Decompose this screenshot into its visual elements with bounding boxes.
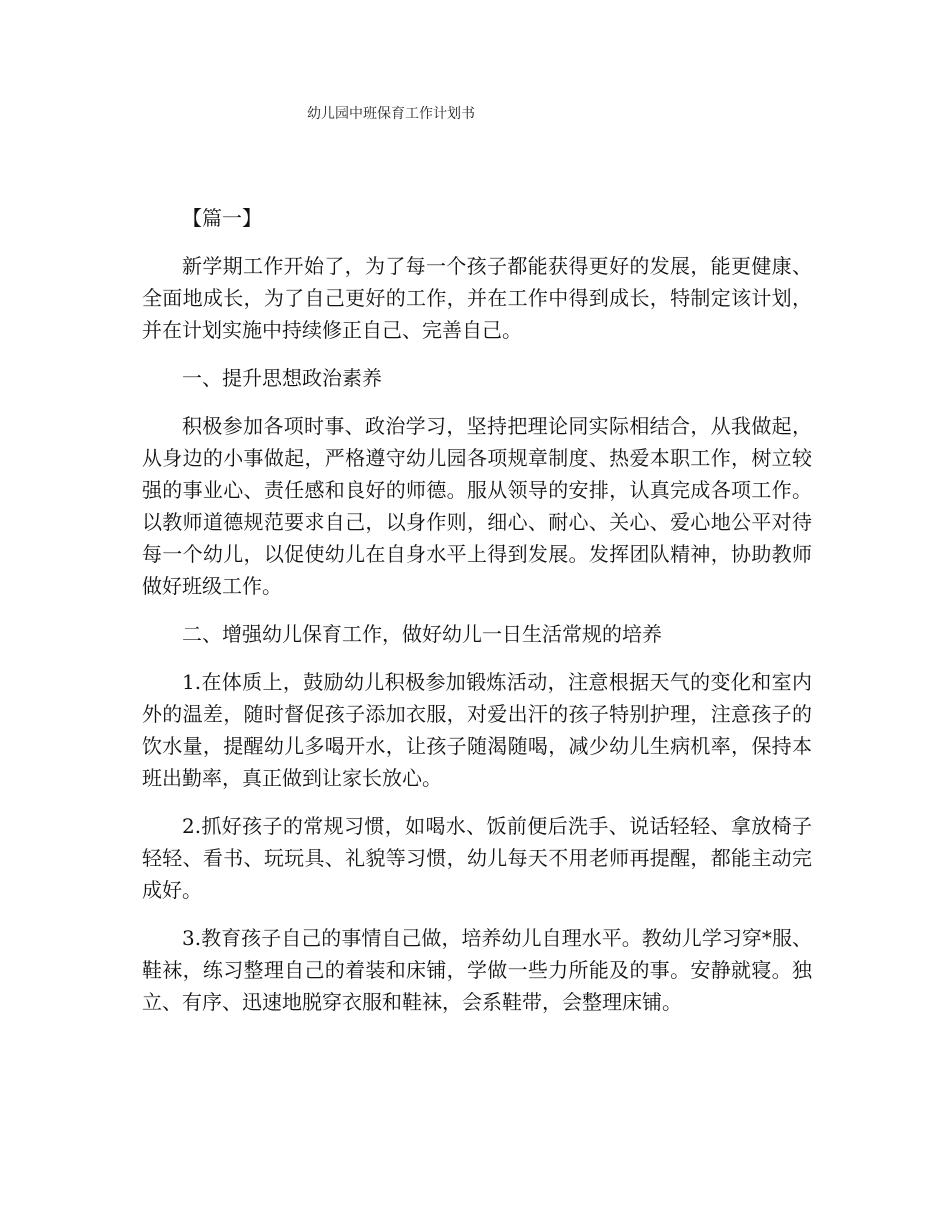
document-title: 幼儿园中班保育工作计划书	[307, 106, 475, 122]
intro-paragraph: 新学期工作开始了，为了每一个孩子都能获得更好的发展，能更健康、全面地成长，为了自己更好的工作，并在工作中得到成长，特制定该计划，并在计划实施中持续修正自己、完善自己。	[142, 254, 812, 342]
paragraph-item-2: 2.抓好孩子的常规习惯，如喝水、饭前便后洗手、说话轻轻、拿放椅子轻轻、看书、玩玩具、礼貌等习惯，幼儿每天不用老师再提醒，都能主动完成好。	[142, 814, 812, 902]
paragraph-item-1: 1.在体质上，鼓励幼儿积极参加锻炼活动，注意根据天气的变化和室内外的温差，随时督促孩子添加衣服，对爱出汗的孩子特别护理，注意孩子的饮水量，提醒幼儿多喝开水，让孩子随渴随喝，减少幼儿生病机率，保持本班出勤率，真正做到让家长放心。	[142, 670, 812, 790]
section-heading-1: 一、提升思想政治素养	[182, 366, 382, 390]
paragraph-politics: 积极参加各项时事、政治学习，坚持把理论同实际相结合，从我做起，从身边的小事做起，严格遵守幼儿园各项规章制度、热爱本职工作，树立较强的事业心、责任感和良好的师德。服从领导的安排，认真完成各项工作。以教师道德规范要求自己，以身作则，细心、耐心、关心、爱心地公平对待每一个幼儿，以促使幼儿在自身水平上得到发展。发挥团队精神，协助教师做好班级工作。	[142, 414, 812, 598]
section-heading-2: 二、增强幼儿保育工作，做好幼儿一日生活常规的培养	[182, 622, 662, 646]
paragraph-item-3: 3.教育孩子自己的事情自己做，培养幼儿自理水平。教幼儿学习穿*服、鞋袜，练习整理自己的着装和床铺，学做一些力所能及的事。安静就寝。独立、有序、迅速地脱穿衣服和鞋袜，会系鞋带，会整理床铺。	[142, 926, 812, 1014]
section-tag: 【篇一】	[182, 206, 262, 230]
document-body	[142, 202, 812, 1034]
